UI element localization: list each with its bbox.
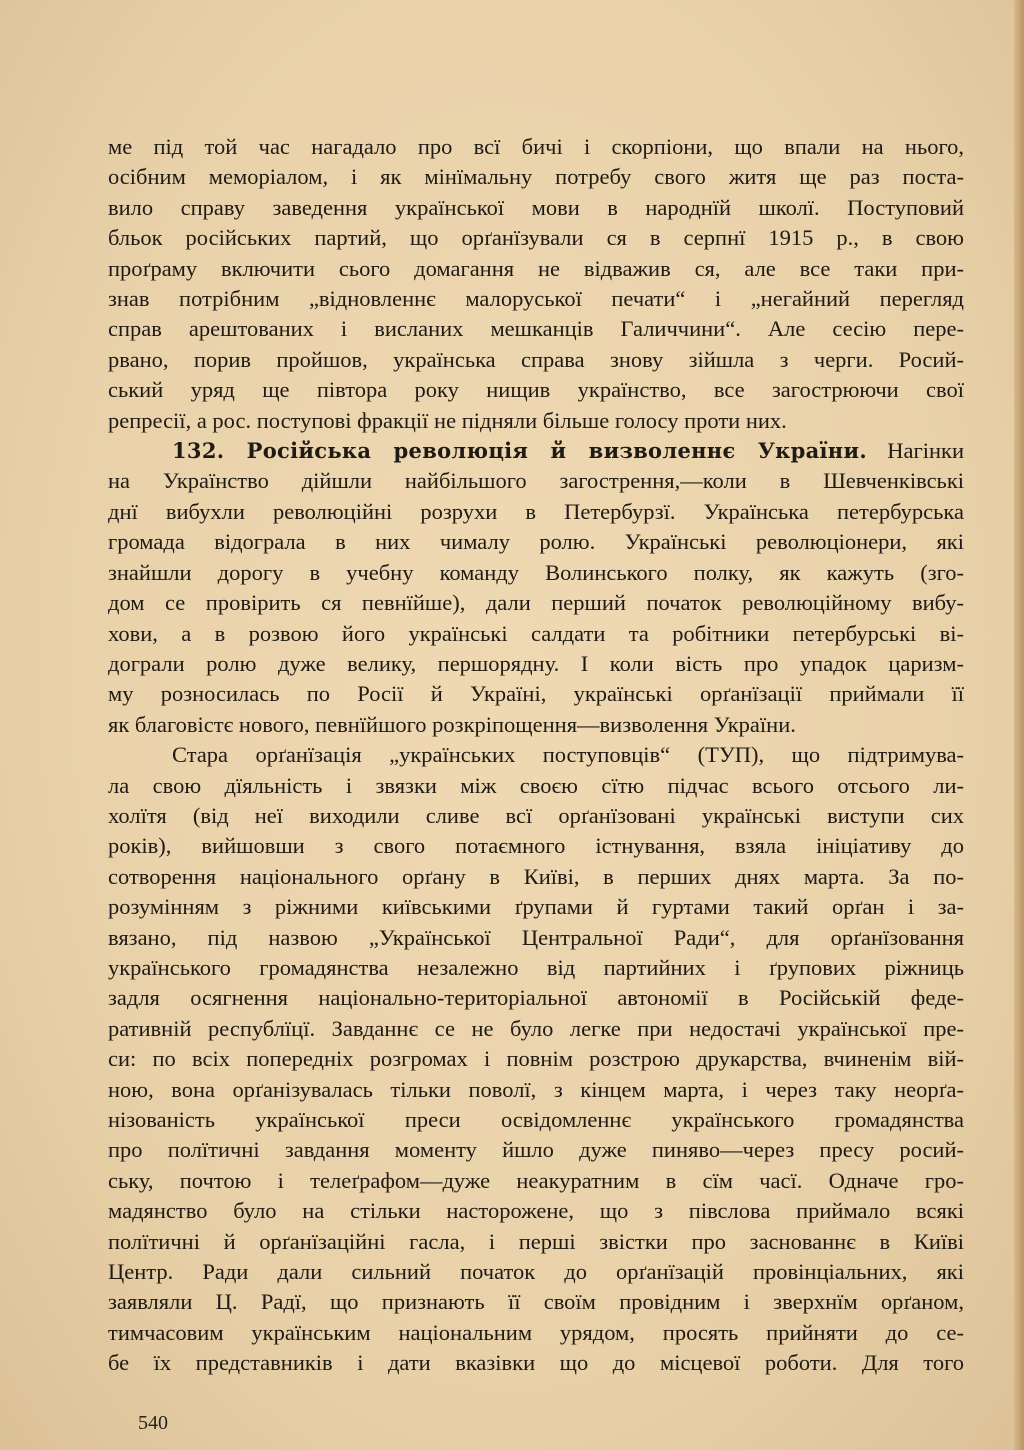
section-heading-rest: Нагінки (887, 438, 964, 464)
section-heading-line (108, 436, 964, 466)
text-line: про полїтичні завдання моменту йшло дуже пиняво—через пресу росий- (108, 1137, 964, 1163)
text-line: сотворення національного орґану в Київі, в перших днях марта. За по- (108, 863, 964, 889)
text-line: мадянство було на стільки насторожене, що з півслова приймало всякі (108, 1198, 964, 1224)
text-line: ративній республїцї. Завданнє се не було легке при недостачі української пре- (108, 1015, 964, 1041)
text-line: на Українство дійшли найбільшого загострення,—коли в Шевченківські (108, 468, 964, 494)
text-line: ла свою дїяльність і звязки між своєю сїтю підчас всього отсього ли- (108, 772, 964, 798)
text-line: бльок російських партий, що орґанїзували ся в серпнї 1915 р., в свою (108, 225, 964, 251)
text-line: українського громадянства незалежно від партийних і ґрупових ріжниць (108, 954, 964, 980)
text-line: дом се провірить ся певнїйше), дали перший початок революційному вибу- (108, 590, 964, 616)
text-line: вязано, під назвою „Української Центральної Ради“, для орґанїзовання (108, 924, 964, 950)
text-line: проґраму включити сього домагання не відважив ся, але все таки при- (108, 255, 964, 281)
text-line: заявляли Ц. Радї, що признають її своїм провідним і зверхнїм орґаном, (108, 1289, 964, 1315)
text-line: си: по всіх попередніх розгромах і повнім розстрою друкарства, вчиненім вій- (108, 1046, 964, 1072)
text-line: як благовістє нового, певнїйшого розкріпощення—визволення України. (108, 711, 796, 737)
section-heading: 132. Російська революція й визволеннє України. (172, 438, 867, 464)
text-line: му розносилась по Росії й Україні, українські орґанїзації приймали її (108, 681, 964, 707)
text-line: ську, почтою і телеґрафом—дуже неакуратним в сїм часї. Одначе гро- (108, 1167, 964, 1193)
text-line: задля осягнення національно-територіальної автономії в Російській феде- (108, 985, 964, 1011)
text-line: ною, вона орґанізувалась тільки поволї, з кінцем марта, і через таку неорґа- (108, 1076, 964, 1102)
text-line: нізованість української преси освідомленнє українського громадянства (108, 1107, 964, 1132)
page-edge (1014, 0, 1024, 1450)
text-line: бе їх представників і дати вказівки що до місцевої роботи. Для того (108, 1350, 964, 1376)
text-line: дограли ролю дуже велику, першорядну. І коли вість про упадок царизм- (108, 650, 964, 676)
text-line: ме під той час нагадало про всї бичі і скорпіони, що впали на нього, (108, 134, 964, 159)
text-line: Центр. Ради дали сильний початок до орґанїзацій провінціальних, які (108, 1259, 964, 1285)
text-line: репресії, а рос. поступові фракції не підняли більше голосу проти них. (108, 407, 787, 433)
text-line: років), вийшовши з свого потаємного істнування, взяла ініціативу до (108, 833, 964, 859)
text-line: осібним меморіалом, і як мінїмальну потребу свого житя ще раз поста- (108, 164, 964, 190)
page-text (108, 132, 964, 1379)
text-line: вило справу заведення української мови в народнїй школї. Поступовий (108, 194, 964, 220)
text-line: днї вибухли революційні розрухи в Петербурзї. Українська петербурська (108, 498, 964, 524)
text-line: Стара орґанїзація „українських поступовців“ (ТУП), що підтримува- (172, 742, 964, 768)
text-line: полїтичні й орґанїзаційні гасла, і перші звістки про заснованнє в Київі (108, 1228, 964, 1254)
text-line: громада відограла в них чималу ролю. Українські революціонери, які (108, 529, 964, 555)
text-line: знав потрібним „відновленнє малоруської печати“ і „негайний перегляд (108, 286, 964, 312)
text-line: справ арештованих і висланих мешканців Галиччини“. Але сесію пере- (108, 316, 964, 342)
text-line: розумінням з ріжними київськими ґрупами й гуртами такий орґан і за- (108, 894, 964, 920)
page-number: 540 (138, 1412, 168, 1434)
text-line: холїтя (від неї виходили сливе всї орґанїзовані українські виступи сих (108, 802, 964, 828)
text-line: знайшли дорогу в учебну команду Волинського полку, як кажуть (зго- (108, 559, 964, 585)
text-line: рвано, порив пройшов, українська справа знову зійшла з черги. Росий- (108, 346, 964, 372)
text-line: ський уряд ще півтора року нищив українство, все загострюючи свої (108, 377, 964, 403)
text-line: тимчасовим українським національним урядом, просять прийняти до се- (108, 1319, 964, 1345)
text-line: хови, а в розвою його українські салдати та робітники петербурські ві- (108, 620, 964, 646)
